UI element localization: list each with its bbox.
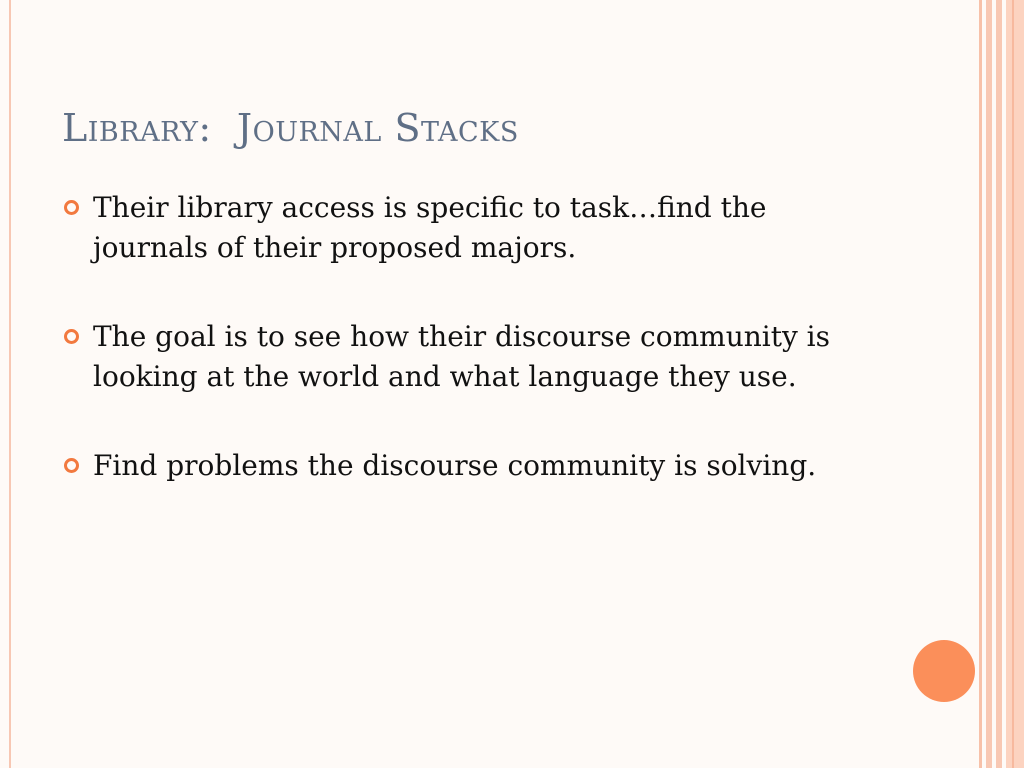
bullet-item xyxy=(64,317,884,397)
right-decor-stripe xyxy=(996,0,1002,768)
right-decor-stripe xyxy=(986,0,992,768)
orange-circle-decoration xyxy=(913,640,975,702)
hollow-circle-bullet-icon xyxy=(64,458,79,473)
right-decor-stripe xyxy=(1006,0,1024,768)
bullet-text: Their library access is specific to task…find the journals of their proposed majors. xyxy=(93,191,767,264)
slide-title: Library: Journal Stacks xyxy=(62,106,519,150)
left-border-line xyxy=(9,0,11,768)
right-decor-stripe xyxy=(979,0,982,768)
bullet-text: The goal is to see how their discourse community is looking at the world and what language they use. xyxy=(93,320,831,393)
hollow-circle-bullet-icon xyxy=(64,329,79,344)
hollow-circle-bullet-icon xyxy=(64,200,79,215)
bullet-text: Find problems the discourse community is solving. xyxy=(93,449,817,482)
right-decor-stripe xyxy=(1012,0,1014,768)
bullet-list xyxy=(64,188,884,535)
bullet-item xyxy=(64,188,884,268)
bullet-item xyxy=(64,446,884,486)
